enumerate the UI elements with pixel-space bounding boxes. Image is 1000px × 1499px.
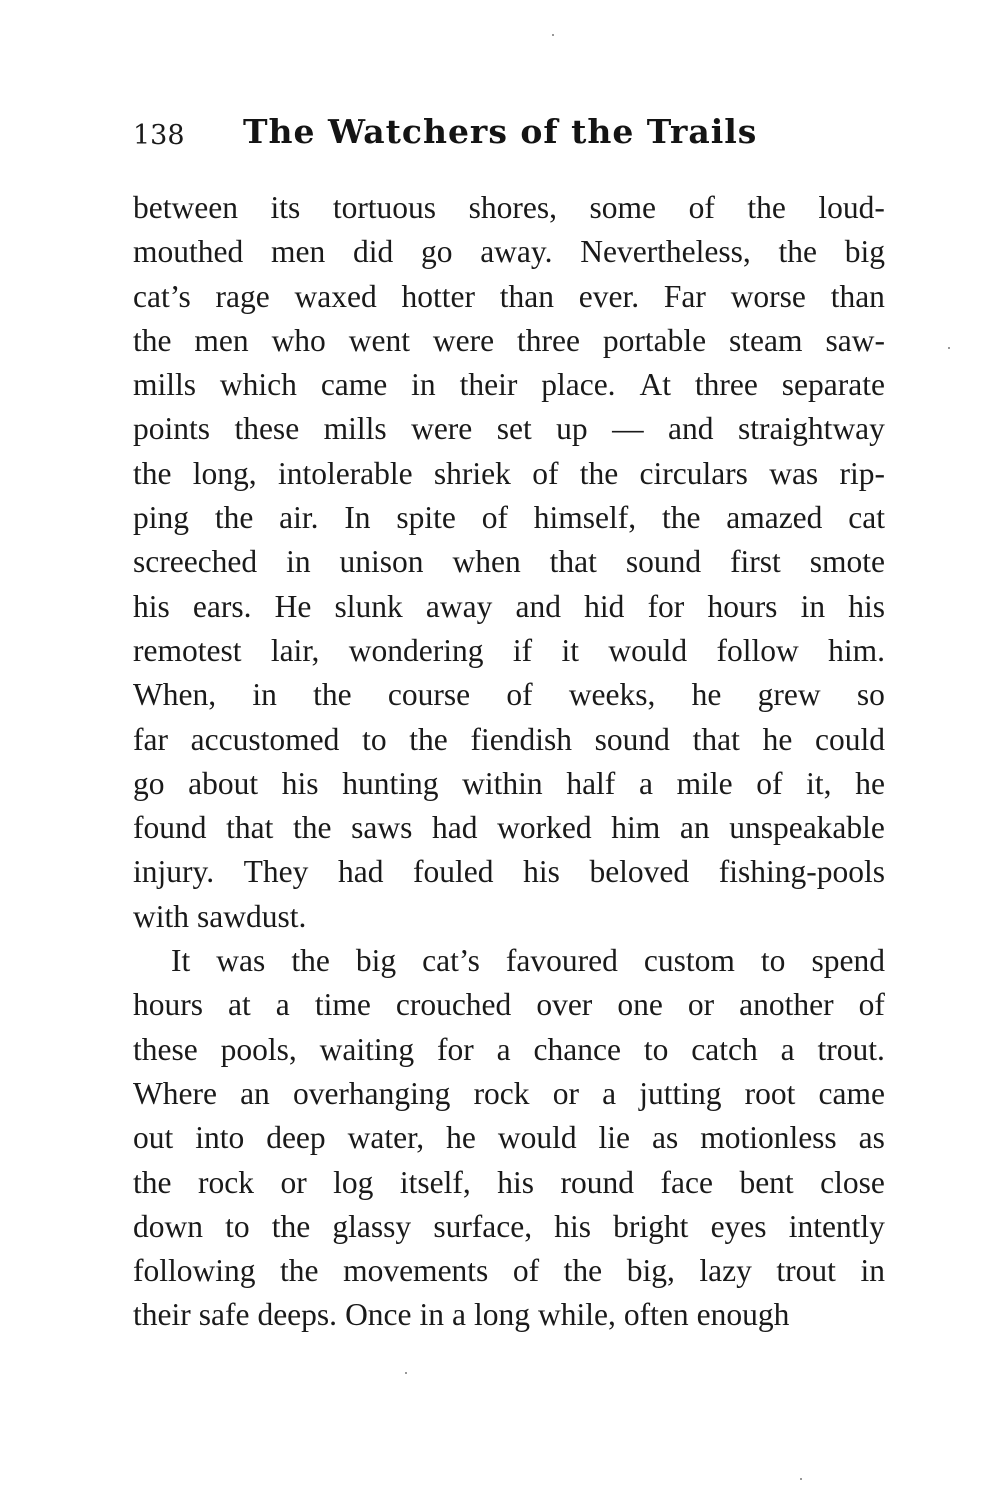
word: of [506, 677, 533, 713]
word: or [280, 1164, 307, 1200]
word: weeks, [568, 677, 656, 713]
text-line [133, 1072, 885, 1116]
word: and [515, 588, 562, 624]
word: waxed [294, 278, 377, 314]
word: could [815, 721, 885, 757]
word: Far [663, 278, 706, 314]
word: lair, [270, 632, 320, 668]
word: that [692, 721, 740, 757]
word: a [496, 1031, 511, 1067]
word: the [271, 1208, 311, 1244]
word: a [452, 1297, 467, 1333]
word: cat’s [133, 278, 191, 314]
word: fishing-pools [718, 854, 885, 890]
word: while, [538, 1297, 616, 1333]
word: of [532, 455, 559, 491]
word: In [344, 500, 371, 536]
word: their [133, 1297, 191, 1333]
scan-speck [948, 347, 950, 349]
word: about [188, 765, 259, 801]
word: remotest [133, 632, 242, 668]
word: his [133, 588, 170, 624]
scan-speck [405, 1372, 407, 1374]
text-line [133, 1293, 885, 1337]
word: far [133, 721, 168, 757]
word: these [133, 1031, 198, 1067]
word: it [561, 632, 579, 668]
word: hours [707, 588, 778, 624]
text-line [133, 319, 885, 363]
word: eyes [710, 1208, 767, 1244]
word: deep [266, 1120, 326, 1156]
word: his [523, 854, 560, 890]
word: saw- [825, 322, 885, 358]
word: between [133, 190, 238, 225]
word: sound [594, 721, 670, 757]
word: waiting [319, 1031, 415, 1067]
word: in [252, 677, 277, 713]
word: cat [848, 500, 885, 536]
text-line [133, 186, 885, 230]
word: Where [133, 1075, 217, 1111]
word: steam [729, 322, 803, 358]
word: that [226, 810, 274, 846]
word: to [225, 1208, 250, 1244]
word: overhanging [292, 1075, 451, 1111]
word: found [133, 810, 207, 846]
word: water, [347, 1120, 425, 1156]
word: glassy [332, 1208, 412, 1244]
word: log [333, 1164, 374, 1200]
word: rage [215, 278, 270, 314]
word: circulars [639, 455, 748, 491]
word: rock [473, 1075, 530, 1111]
word: often [623, 1297, 689, 1333]
word: worse [730, 278, 806, 314]
word: did [352, 234, 394, 270]
word: wondering [348, 632, 484, 668]
word: for [647, 588, 685, 624]
word: movements [343, 1253, 489, 1289]
word: big, [626, 1253, 675, 1289]
word: than [499, 278, 554, 314]
word: big [355, 943, 397, 979]
word: of [756, 765, 783, 801]
word: to [362, 721, 387, 757]
word: go [420, 234, 453, 270]
word: up [556, 411, 588, 447]
word: chance [533, 1031, 621, 1067]
word: were [411, 411, 473, 447]
word: himself, [533, 500, 637, 536]
word: Nevertheless, [580, 234, 751, 270]
word: fouled [413, 854, 494, 890]
word: of [688, 190, 715, 225]
text-line [133, 1205, 885, 1249]
word: bent [739, 1164, 794, 1200]
word: injury. [133, 854, 215, 890]
word: Once [345, 1297, 412, 1333]
word: air. [279, 500, 319, 536]
word: face [660, 1164, 713, 1200]
word: mouthed [133, 234, 244, 270]
word: he [446, 1120, 476, 1156]
word: deeps. [257, 1297, 338, 1333]
word: these [234, 411, 300, 447]
word: half [566, 765, 616, 801]
word: loud- [818, 190, 885, 225]
word: of [858, 987, 885, 1023]
word: tortuous [332, 190, 437, 225]
word: the [133, 322, 172, 358]
word: surface, [433, 1208, 533, 1244]
word: when [452, 544, 521, 580]
word: an [240, 1075, 270, 1111]
word: him [611, 810, 661, 846]
word: three [694, 367, 758, 403]
word: enough [696, 1297, 790, 1333]
word: he [691, 677, 722, 713]
word: unison [339, 544, 424, 580]
word: his [497, 1164, 535, 1200]
text-line [133, 1028, 885, 1072]
word: its [270, 190, 301, 225]
word: had [337, 854, 384, 890]
text-line [133, 939, 885, 983]
word: lazy [699, 1253, 752, 1289]
word: big [844, 234, 885, 270]
word: amazed [726, 500, 823, 536]
word: than [830, 278, 885, 314]
text-line [133, 895, 885, 939]
word: into [195, 1120, 245, 1156]
word: the [293, 810, 332, 846]
word: the [291, 943, 330, 979]
word: the [661, 500, 701, 536]
word: out [133, 1120, 174, 1156]
word: in [411, 367, 436, 403]
word: bright [613, 1208, 689, 1244]
word: in [419, 1297, 445, 1333]
word: round [560, 1164, 635, 1200]
page-number: 138 [133, 120, 185, 151]
word: with [133, 898, 190, 934]
word: the [579, 455, 619, 491]
word: of [481, 500, 508, 536]
word: to [760, 943, 786, 979]
running-title: The Watchers of the Trails [243, 112, 758, 151]
word: intently [788, 1208, 885, 1244]
word: his [554, 1208, 592, 1244]
word: close [820, 1164, 885, 1200]
word: jutting [639, 1075, 722, 1111]
word: crouched [395, 987, 512, 1023]
word: lie [598, 1120, 631, 1156]
word: were [432, 322, 495, 358]
word: mills [133, 367, 197, 403]
text-line [133, 629, 885, 673]
word: the [280, 1253, 319, 1289]
body-text [133, 186, 885, 1338]
word: came [320, 367, 388, 403]
word: to [643, 1031, 669, 1067]
word: sawdust. [197, 898, 307, 934]
word: cat’s [422, 943, 480, 979]
word: shores, [468, 190, 557, 225]
word: a [780, 1031, 795, 1067]
word: first [730, 544, 781, 580]
word: hid [584, 588, 625, 624]
word: pools, [220, 1031, 297, 1067]
word: sound [625, 544, 702, 580]
word: motionless [700, 1120, 837, 1156]
word: beloved [589, 854, 690, 890]
word: his [281, 765, 319, 801]
word: so [856, 677, 885, 713]
word: set [496, 411, 532, 447]
word: intolerable [277, 455, 413, 491]
word: would [497, 1120, 577, 1156]
word: a [602, 1075, 617, 1111]
text-line [133, 407, 885, 451]
word: would [608, 632, 688, 668]
text-line [133, 673, 885, 717]
word: screeched [133, 544, 258, 580]
word: accustomed [190, 721, 340, 757]
word: over [536, 987, 593, 1023]
word: the [133, 1164, 172, 1200]
word: ears. [192, 588, 252, 624]
text-line [133, 806, 885, 850]
word: men [194, 322, 249, 358]
word: They [243, 854, 309, 890]
word: When, [133, 677, 217, 713]
word: catch [691, 1031, 758, 1067]
word: itself, [399, 1164, 471, 1200]
word: was [216, 943, 266, 979]
word: the [563, 1253, 603, 1289]
word: grew [757, 677, 821, 713]
word: ever. [578, 278, 640, 314]
word: a [638, 765, 653, 801]
word: was [769, 455, 819, 491]
word: ping [133, 500, 190, 536]
word: hunting [342, 765, 439, 801]
word: saws [351, 810, 413, 846]
word: He [274, 588, 312, 624]
word: shriek [433, 455, 511, 491]
word: if [512, 632, 533, 668]
word: a [275, 987, 290, 1023]
text-line [133, 363, 885, 407]
word: mile [676, 765, 733, 801]
word: the [409, 721, 448, 757]
word: he [855, 765, 885, 801]
word: trout. [817, 1031, 885, 1067]
word: follow [716, 632, 799, 668]
word: straightway [737, 411, 885, 447]
text-line [133, 540, 885, 584]
word: spend [811, 943, 885, 979]
word: course [387, 677, 471, 713]
word: rip- [839, 455, 885, 491]
text-line [133, 1161, 885, 1205]
word: place. [541, 367, 616, 403]
word: the [778, 234, 817, 270]
word: trout [776, 1253, 836, 1289]
text-line [133, 452, 885, 496]
word: in [800, 588, 826, 624]
word: safe [198, 1297, 250, 1333]
word: mills [323, 411, 387, 447]
word: the [747, 190, 786, 225]
word: unspeakable [729, 810, 885, 846]
text-line [133, 718, 885, 762]
word: points [133, 411, 211, 447]
text-line [133, 230, 885, 274]
text-line [133, 850, 885, 894]
word: an [679, 810, 710, 846]
word: the [214, 500, 254, 536]
text-line [133, 585, 885, 629]
word: or [552, 1075, 579, 1111]
word: hotter [401, 278, 475, 314]
word: another [739, 987, 834, 1023]
word: in [860, 1253, 885, 1289]
word: custom [643, 943, 735, 979]
text-line [133, 1249, 885, 1293]
word: as [651, 1120, 679, 1156]
word: the [133, 455, 172, 491]
word: who [271, 322, 326, 358]
word: of [512, 1253, 540, 1289]
word: rock [197, 1164, 254, 1200]
word: time [314, 987, 371, 1023]
word: It [171, 943, 191, 979]
word: went [348, 322, 410, 358]
word: and [668, 411, 714, 447]
word: his [848, 588, 885, 624]
text-line [133, 983, 885, 1027]
word: three [517, 322, 580, 358]
word: long [474, 1297, 531, 1333]
scan-speck [552, 34, 554, 36]
word: he [762, 721, 793, 757]
word: in [286, 544, 311, 580]
word: portable [602, 322, 707, 358]
word: — [612, 411, 644, 447]
word: as [858, 1120, 885, 1156]
word: had [431, 810, 478, 846]
word: men [270, 234, 326, 270]
word: within [462, 765, 543, 801]
scan-speck [800, 1478, 802, 1480]
word: him. [828, 632, 885, 668]
text-line [133, 1116, 885, 1160]
word: spite [396, 500, 456, 536]
word: their [459, 367, 518, 403]
word: at [228, 987, 251, 1023]
word: came [818, 1075, 885, 1111]
text-line [133, 762, 885, 806]
word: or [687, 987, 715, 1023]
word: away. [480, 234, 553, 270]
word: long, [192, 455, 257, 491]
word: that [549, 544, 597, 580]
word: down [133, 1208, 203, 1244]
word: following [133, 1253, 256, 1289]
word: some [589, 190, 657, 225]
word: smote [809, 544, 885, 580]
word: the [313, 677, 352, 713]
word: worked [497, 810, 592, 846]
word: it, [806, 765, 832, 801]
running-head [133, 112, 883, 160]
word: for [437, 1031, 474, 1067]
word: go [133, 765, 165, 801]
text-line [133, 496, 885, 540]
word: separate [781, 367, 885, 403]
word: root [744, 1075, 796, 1111]
text-line [133, 275, 885, 319]
word: away [425, 588, 493, 624]
word: fiendish [470, 721, 572, 757]
word: which [219, 367, 297, 403]
word: one [617, 987, 663, 1023]
word: favoured [505, 943, 618, 979]
word: hours [133, 987, 203, 1023]
word: slunk [334, 588, 403, 624]
word: At [639, 367, 671, 403]
